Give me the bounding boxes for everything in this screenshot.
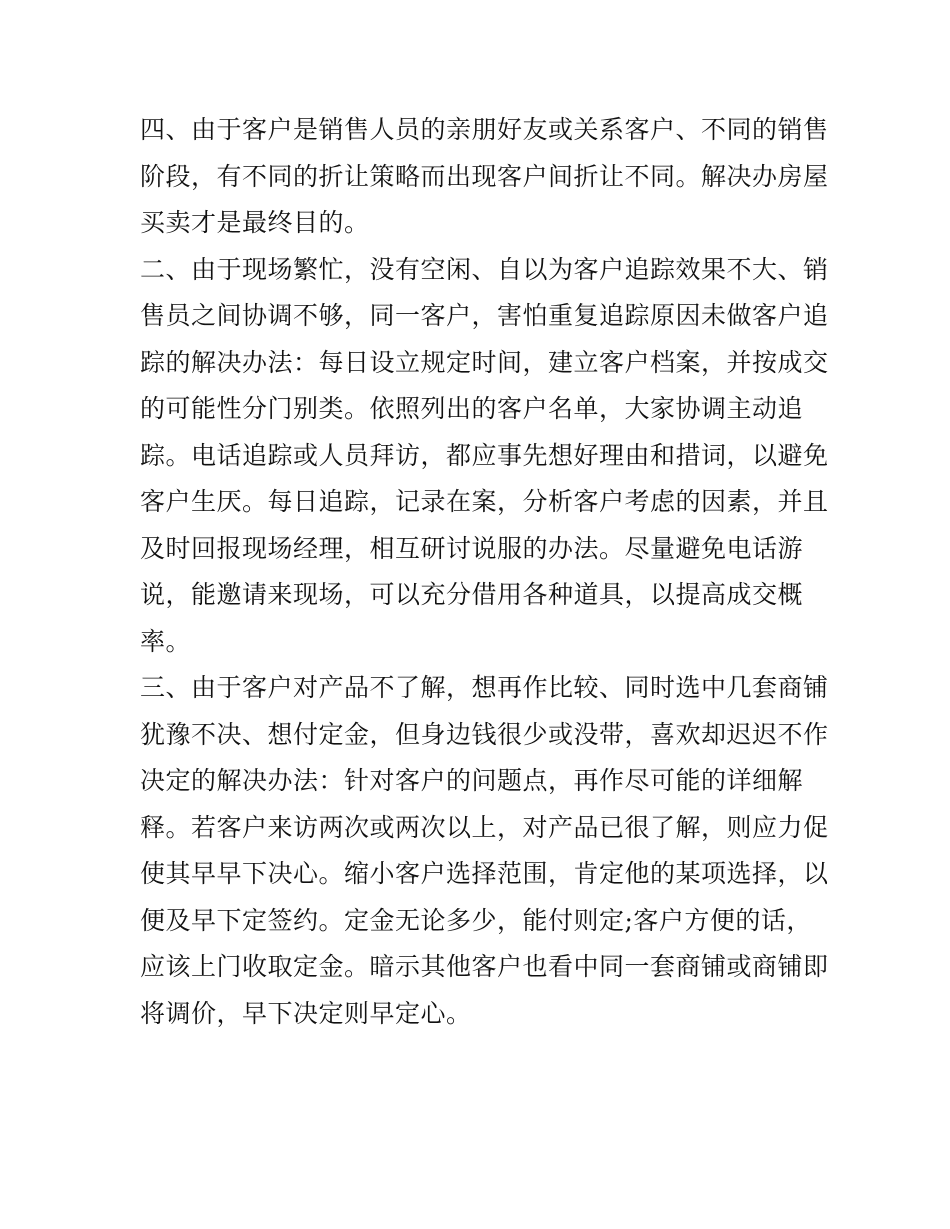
text-line: 踪的解决办法：每日设立规定时间，建立客户档案，并按成交 bbox=[140, 347, 829, 377]
text-line: 犹豫不决、想付定金，但身边钱很少或没带，喜欢却迟迟不作 bbox=[140, 719, 829, 749]
text-line: 将调价，早下决定则早定心。 bbox=[140, 998, 472, 1028]
text-line: 说，能邀请来现场，可以充分借用各种道具，以提高成交概 bbox=[140, 580, 804, 609]
text-line: 的可能性分门别类。依照列出的客户名单，大家协调主动追 bbox=[140, 394, 804, 423]
text-line: 三、由于客户对产品不了解，想再作比较、同时选中几套商铺 bbox=[140, 673, 829, 702]
text-line: 踪。电话追踪或人员拜访，都应事先想好理由和措词，以避免 bbox=[140, 440, 829, 470]
text-line: 率。 bbox=[140, 626, 192, 656]
document-body bbox=[140, 107, 829, 1037]
text-line: 使其早早下决心。缩小客户选择范围，肯定他的某项选择，以 bbox=[140, 859, 829, 888]
text-line: 及时回报现场经理，相互研讨说服的办法。尽量避免电话游 bbox=[140, 533, 804, 563]
text-line: 决定的解决办法：针对客户的问题点，再作尽可能的详细解 bbox=[140, 766, 804, 795]
text-line: 释。若客户来访两次或两次以上，对产品已很了解，则应力促 bbox=[140, 812, 829, 842]
text-line: 便及早下定签约。定金无论多少，能付则定;客户方便的话， bbox=[140, 905, 812, 935]
text-line: 四、由于客户是销售人员的亲朋好友或关系客户、不同的销售 bbox=[140, 115, 829, 144]
text-line: 应该上门收取定金。暗示其他客户也看中同一套商铺或商铺即 bbox=[140, 952, 829, 981]
text-line: 售员之间协调不够，同一客户，害怕重复追踪原因未做客户追 bbox=[140, 301, 829, 330]
text-line: 二、由于现场繁忙，没有空闲、自以为客户追踪效果不大、销 bbox=[140, 254, 829, 284]
text-line: 买卖才是最终目的。 bbox=[140, 208, 370, 237]
text-line: 阶段，有不同的折让策略而出现客户间折让不同。解决办房屋 bbox=[140, 161, 829, 191]
text-line: 客户生厌。每日追踪，记录在案，分析客户考虑的因素，并且 bbox=[140, 487, 829, 516]
